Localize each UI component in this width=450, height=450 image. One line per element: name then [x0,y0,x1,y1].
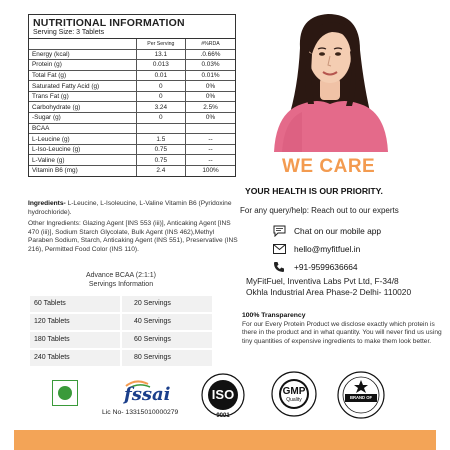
nutrient-value: 1.5 [136,134,185,145]
ingredients-block [28,200,240,258]
nutrient-rda: -- [186,155,235,166]
table-header-row [29,39,235,49]
serving-size: Serving Size: 3 Tablets [29,29,235,39]
gmp-quality-text: Quality [286,397,302,403]
nutrient-rda [186,123,235,134]
address-line2: Okhla Industrial Area Phase-2 Delhi- 110020 [246,287,412,297]
email-contact [272,242,360,256]
bcaa-title-line1: Advance BCAA (2:1:1) [85,272,157,279]
chat-contact [272,224,381,238]
chat-icon [272,225,286,237]
table-row [29,60,235,71]
nutrition-table [28,14,236,177]
bottom-accent-bar [14,430,436,450]
table-row [29,49,235,60]
tablet-count: 120 Tablets [30,314,120,330]
nutrient-name: Trans Fat (g) [29,91,136,102]
phone-icon [272,261,286,273]
nutrient-value: 0 [136,91,185,102]
nutrient-value: 2.4 [136,166,185,176]
nutrient-name: -Sugar (g) [29,113,136,124]
bcaa-title-line2: Servings Information [88,280,154,288]
table-row [29,102,235,113]
nutrient-name: Energy (kcal) [29,49,136,60]
nutrient-name: Vitamin B6 (mg) [29,166,136,176]
table-header: Per Serving [136,39,185,49]
table-row [29,91,235,102]
nutrient-name: L-Iso-Leucine (g) [29,144,136,155]
nutrient-value: 0.75 [136,144,185,155]
iso-number: 9001 [216,413,230,419]
transparency-text: For our Every Protein Product we disclose exactly which protein is there in the product and in what quantity. You will never find us using tiny quantities of expensive ingredients to make them look better. [242,320,442,345]
ingredients-label: Ingredients- [28,200,66,207]
nutrient-rda: 0.01% [186,70,235,81]
brand-of-trust-logo [336,370,386,420]
tablet-count: 60 Tablets [30,296,120,312]
table-row [29,123,235,134]
we-care-heading: WE CARE [282,156,376,177]
nutrient-value: 0 [136,81,185,92]
woman-illustration [268,8,392,152]
trust-text: BRAND OF TRUST [349,395,373,406]
address-line1: MyFitFuel, Inventiva Labs Pvt Ltd, F-34/8 [246,276,399,286]
table-header [29,39,136,49]
transparency-block [242,312,442,346]
veg-mark-icon [52,380,78,406]
email-address[interactable]: hello@myfitfuel.in [294,244,361,254]
serving-count: 20 Servings [122,296,212,312]
nutrient-rda: -- [186,134,235,145]
iso-text: ISO [211,387,235,402]
table-header: #%RDA [186,39,235,49]
nutrient-rda: -- [186,144,235,155]
nutrition-grid [29,39,235,176]
table-row [30,296,212,312]
fssai-text: fssai [124,384,171,405]
nutrient-value [136,123,185,134]
nutrient-rda: 0% [186,113,235,124]
nutrient-value: 13.1 [136,49,185,60]
serving-count: 40 Servings [122,314,212,330]
fssai-logo [120,378,180,408]
nutrient-rda: 0% [186,91,235,102]
table-row [30,332,212,348]
transparency-title: 100% Transparency [242,312,306,319]
nutrient-rda: 0% [186,81,235,92]
nutrient-name: Carbohydrate (g) [29,102,136,113]
phone-number[interactable]: +91-9599636664 [294,262,358,272]
other-ingredients: Other Ingredients: Glazing Agent [INS 553 (iii)], Anticaking Agent [INS 470 (iii)], Sodium Starch Glycolate, Bulk Agent (INS 462),Methyl Paraben Sodium, Starch, Anticaking Agent (INS 551), Preservative (INS 216), Permitted Food Color (INS 110). [28,220,238,253]
nutrient-rda: 2.5% [186,102,235,113]
serving-count: 60 Servings [122,332,212,348]
tablet-count: 240 Tablets [30,350,120,366]
gmp-logo [270,370,318,418]
nutrient-rda: 0.03% [186,60,235,71]
nutrient-value: 0.01 [136,70,185,81]
iso-logo [200,372,246,422]
nutrient-value: 0 [136,113,185,124]
table-row [29,144,235,155]
nutrient-value: 0.75 [136,155,185,166]
priority-text: YOUR HEALTH IS OUR PRIORITY. [245,186,383,196]
serving-count: 80 Servings [122,350,212,366]
ingredients-main [28,200,240,217]
table-row [29,81,235,92]
mail-icon [272,243,286,255]
chat-label: Chat on our mobile app [294,226,382,236]
table-row [30,314,212,330]
nutrient-value: 3.24 [136,102,185,113]
nutrient-rda: 100% [202,167,219,175]
nutrient-name: L-Leucine (g) [29,134,136,145]
gmp-text: GMP [282,386,306,397]
table-row [30,350,212,366]
table-row [29,134,235,145]
nutrient-rda: .0.66% [186,49,235,60]
table-row [29,70,235,81]
nutrient-name: Saturated Fatty Acid (g) [29,81,136,92]
bcaa-title [30,272,212,289]
phone-contact [272,260,358,274]
nutrient-name: Protein (g) [29,60,136,71]
nutrient-name: BCAA [29,123,136,134]
table-row [29,155,235,166]
nutrient-value: 0.013 [136,60,185,71]
company-address [246,276,446,298]
tablet-count: 180 Tablets [30,332,120,348]
query-help-text: For any query/help: Reach out to our experts [240,206,399,215]
nutrient-name: Total Fat (g) [29,70,136,81]
table-row [29,113,235,124]
table-row [29,166,235,176]
ingredients-text: L-Leucine, L-Isoleucine, L-Valine Vitamin B6 (Pyridoxine hydrochloride). [28,200,232,216]
nutrient-name: L-Valine (g) [29,155,136,166]
expert-photo [268,8,392,152]
license-number: Lic No- 13315010000279 [102,409,179,416]
nutrition-title: NUTRITIONAL INFORMATION [33,17,185,29]
bcaa-servings-table [30,296,212,368]
